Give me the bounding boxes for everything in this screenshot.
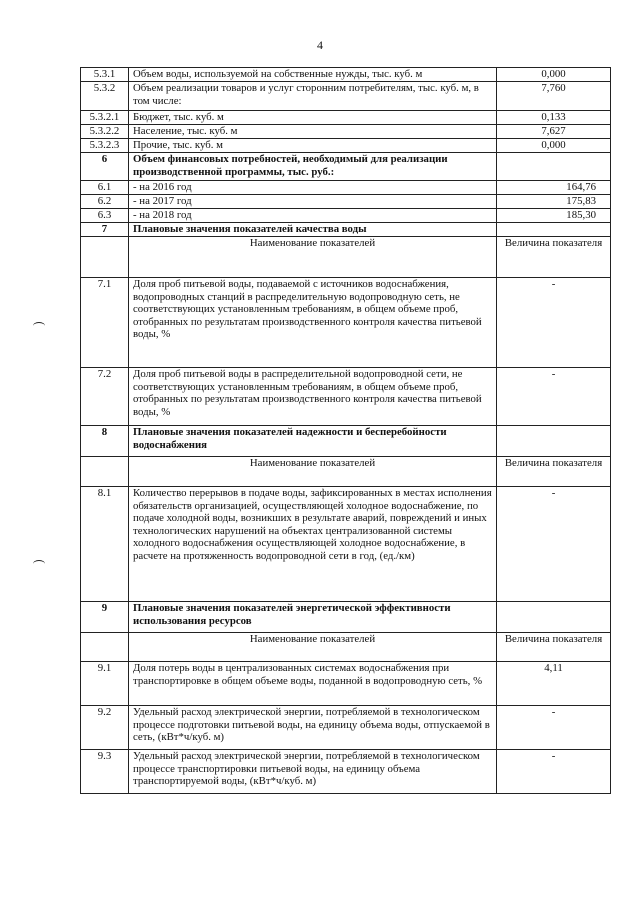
row-value: 7,760 [497,82,611,111]
column-header-value: Величина показателя [497,457,611,487]
column-header-name: Наименование показателей [129,237,497,278]
row-value: 7,627 [497,125,611,139]
row-value: 175,83 [497,195,611,209]
table-row [81,125,611,139]
row-number: 8.1 [81,487,129,602]
section-number: 7 [81,223,129,237]
table-row [81,111,611,125]
row-label: Доля проб питьевой воды в распределительной водопроводной сети, не соответствующих установленным требованиям, в общем объеме проб, отобранных по результатам производственного контроля качества питьевой воды, % [129,368,497,426]
row-number: 5.3.1 [81,68,129,82]
section-title: Объем финансовых потребностей, необходимый для реализации производственной программы, тыс. руб.: [129,153,497,181]
column-header-value: Величина показателя [497,633,611,662]
row-value: - [497,750,611,794]
row-value: 4,11 [497,662,611,706]
row-label: Население, тыс. куб. м [129,125,497,139]
table-row [81,750,611,794]
row-number: 6.3 [81,209,129,223]
row-number: 9.3 [81,750,129,794]
header-row [81,633,611,662]
empty-cell [497,602,611,633]
row-label: Количество перерывов в подаче воды, зафиксированных в местах исполнения обязательств организацией, осуществляющей холодное водоснабжение, по подаче холодной воды, возникших в результате аварий, повреждений и иных технологических нарушений на объектах централизованной системы холодного водоснабжения осуществляющей холодное водоснабжение, в расчете на протяженность водопроводной сети в год, (ед./км) [129,487,497,602]
empty-cell [497,223,611,237]
section-title: Плановые значения показателей качества воды [129,223,497,237]
margin-mark [33,322,45,330]
table-row [81,181,611,195]
row-label: Бюджет, тыс. куб. м [129,111,497,125]
row-value: 0,000 [497,139,611,153]
table-row [81,487,611,602]
production-program-table [80,67,611,794]
row-number: 5.3.2.1 [81,111,129,125]
section-number: 9 [81,602,129,633]
column-header-name: Наименование показателей [129,633,497,662]
table-row [81,278,611,368]
table-row [81,368,611,426]
header-row [81,457,611,487]
row-number: 9.2 [81,706,129,750]
row-value: 164,76 [497,181,611,195]
section-row [81,426,611,457]
row-label: Удельный расход электрической энергии, потребляемой в технологическом процессе подготовки питьевой воды, на единицу объема воды, отпускаемой в сеть, (кВт*ч/куб. м) [129,706,497,750]
table-row [81,82,611,111]
section-number: 6 [81,153,129,181]
table-row [81,209,611,223]
row-value: - [497,706,611,750]
row-value: 0,133 [497,111,611,125]
empty-cell [81,457,129,487]
empty-cell [497,426,611,457]
section-title: Плановые значения показателей энергетической эффективности использования ресурсов [129,602,497,633]
row-value: - [497,487,611,602]
row-label: Удельный расход электрической энергии, потребляемой в технологическом процессе транспортировки питьевой воды, на единицу объема транспортируемой воды, (кВт*ч/куб. м) [129,750,497,794]
row-label: Объем реализации товаров и услуг сторонним потребителям, тыс. куб. м, в том числе: [129,82,497,111]
table-row [81,706,611,750]
table-row [81,139,611,153]
row-label: - на 2016 год [129,181,497,195]
empty-cell [81,237,129,278]
header-row [81,237,611,278]
row-value: - [497,278,611,368]
margin-mark [33,560,45,568]
row-value: 185,30 [497,209,611,223]
table-row [81,195,611,209]
row-value: 0,000 [497,68,611,82]
column-header-name: Наименование показателей [129,457,497,487]
row-label: - на 2017 год [129,195,497,209]
row-number: 5.3.2 [81,82,129,111]
table-row [81,68,611,82]
row-number: 7.1 [81,278,129,368]
row-label: Объем воды, используемой на собственные нужды, тыс. куб. м [129,68,497,82]
row-value: - [497,368,611,426]
row-number: 6.1 [81,181,129,195]
row-number: 5.3.2.3 [81,139,129,153]
row-number: 9.1 [81,662,129,706]
section-row [81,153,611,181]
row-label: Доля потерь воды в централизованных системах водоснабжения при транспортировке в общем объеме воды, поданной в водопроводную сеть, % [129,662,497,706]
row-number: 5.3.2.2 [81,125,129,139]
row-number: 6.2 [81,195,129,209]
section-row [81,602,611,633]
section-title: Плановые значения показателей надежности и бесперебойности водоснабжения [129,426,497,457]
empty-cell [497,153,611,181]
row-number: 7.2 [81,368,129,426]
page-number: 4 [317,38,323,52]
column-header-value: Величина показателя [497,237,611,278]
table-row [81,662,611,706]
row-label: - на 2018 год [129,209,497,223]
empty-cell [81,633,129,662]
section-row [81,223,611,237]
row-label: Доля проб питьевой воды, подаваемой с источников водоснабжения, водопроводных станций в распределительную водопроводную сеть, не соответствующих установленным требованиям, в общем объеме проб, отобранных по результатам производственного контроля качества питьевой воды, % [129,278,497,368]
section-number: 8 [81,426,129,457]
row-label: Прочие, тыс. куб. м [129,139,497,153]
